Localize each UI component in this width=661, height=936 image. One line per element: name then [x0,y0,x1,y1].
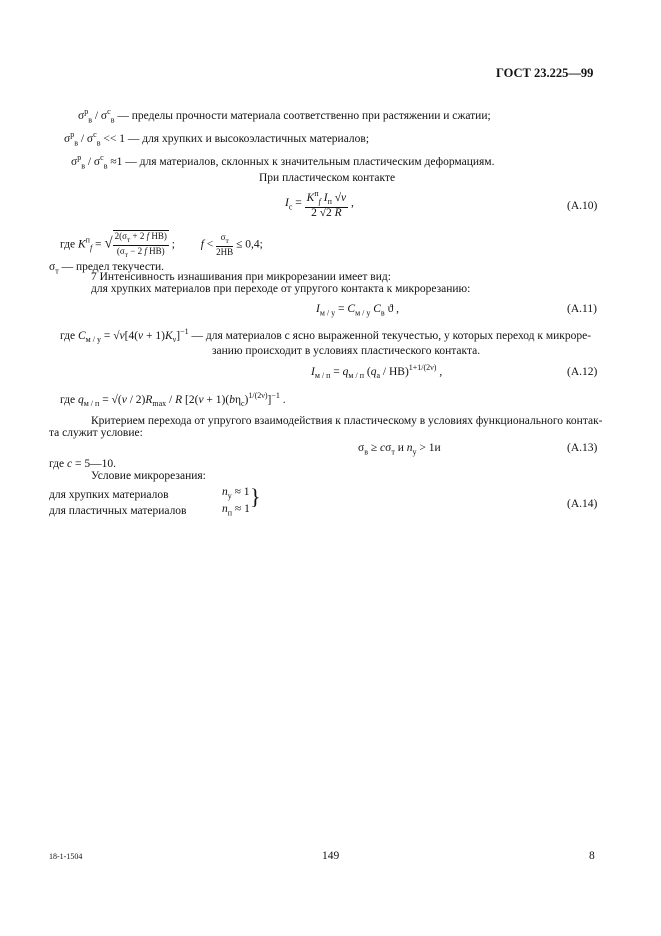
plastic-contact-heading: При пластическом контакте [259,172,396,184]
sigma-ratio-def: $\sigma^р_в / \sigma^с_в$ — пределы прочности материала соответственно при растяжении и сжатии; [78,107,491,125]
equation-a14-brace: } [250,484,261,509]
equation-number-a10: (A.10) [567,200,598,212]
standard-header: ГОСТ 23.225—99 [496,66,594,80]
equation-a14-brittle: $n_у \approx 1$ [222,486,250,501]
equation-a12: $I_{м / п} = q_{м / п}$ $(q_а / HB)^{1+1/(2\nu)}$ , [311,363,443,381]
equation-a14-plastic: $n_п \approx 1$ [222,503,250,518]
kf-definition: где $K^п_f$ = √ $\frac{2(\sigma_т + 2 f HB)}{(\sigma_т - 2 f HB)}$ ; f < $\frac{\sigma_т}{2HB}$ ≤ 0,4; [60,231,263,259]
equation-number-a11: (A.11) [567,303,597,315]
page-number-center: 149 [322,850,340,862]
c-definition: где $C_{м / у} = √\nu[4(\nu + 1)K_\nu]^{-1}$ — для материалов с ясно выраженной текучестью, у которых переход к микроре- [60,327,592,345]
equation-number-a13: (A.13) [567,442,598,454]
equation-number-a12: (A.12) [567,366,598,378]
plastic-ratio-text: — для материалов, склонных к значительным пластическим деформациям. [125,155,495,168]
plastic-materials-label: для пластичных материалов [49,505,187,517]
c-text: — для материалов с ясно выраженной текучестью, у которых переход к микроре- [191,329,592,342]
c-text-continued: занию происходит в условиях пластического контакта. [212,345,481,357]
brittle-ratio-line: $\sigma^р_в / \sigma^с_в << 1$ — для хрупких и высокоэластичных материалов; [64,130,370,148]
c-where: где [60,329,76,342]
paragraph-7: 7 Интенсивность изнашивания при микрорезании имеет вид: [91,271,391,283]
equation-a11: $I_{м / у} = C_{м / у}$ $C_в$ ϑ , [316,303,400,318]
c-value-line: где c = 5—10. [49,458,116,470]
equation-a13: $\sigma_в \ge c\sigma_т$ и $n_у > 1и$ [358,442,441,457]
print-code: 18-1-1504 [49,852,83,861]
equation-number-a14: (A.14) [567,498,598,510]
criterion-line-1: Критерием перехода от упругого взаимодействия к пластическому в условиях функционального контак- [91,415,603,427]
equation-a10: $I_с$ = $\frac{K^п_f I_п √\nu}{2 √2 R}$ , [285,189,354,220]
brittle-ratio-text: — для хрупких и высокоэластичных материалов; [127,132,370,145]
q-definition: где $q_{м / п} = √(\nu / 2)R_{max} / R$ $[2(\nu + 1)(b\eta_с)^{1/(2\nu)}]^{-1}$ . [60,391,286,409]
kf-where: где [60,238,76,251]
brittle-transition-text: для хрупких материалов при переходе от упругого контакта к микрорезанию: [91,283,471,295]
brittle-materials-label: для хрупких материалов [49,489,169,501]
sigma-ratio-def-text: — пределы прочности материала соответственно при растяжении и сжатии; [117,109,491,122]
page-number-right: 8 [589,850,595,862]
microcutting-condition-heading: Условие микрорезания: [91,470,206,482]
plastic-ratio-line: $\sigma^р_в / \sigma^с_в \approx 1$ — для материалов, склонных к значительным пластическим деформациям. [71,153,495,171]
criterion-line-2: та служит условие: [49,427,143,439]
sigma-t-definition: $\sigma_т$ — предел текучести. [49,261,165,276]
q-where: где [60,393,76,406]
